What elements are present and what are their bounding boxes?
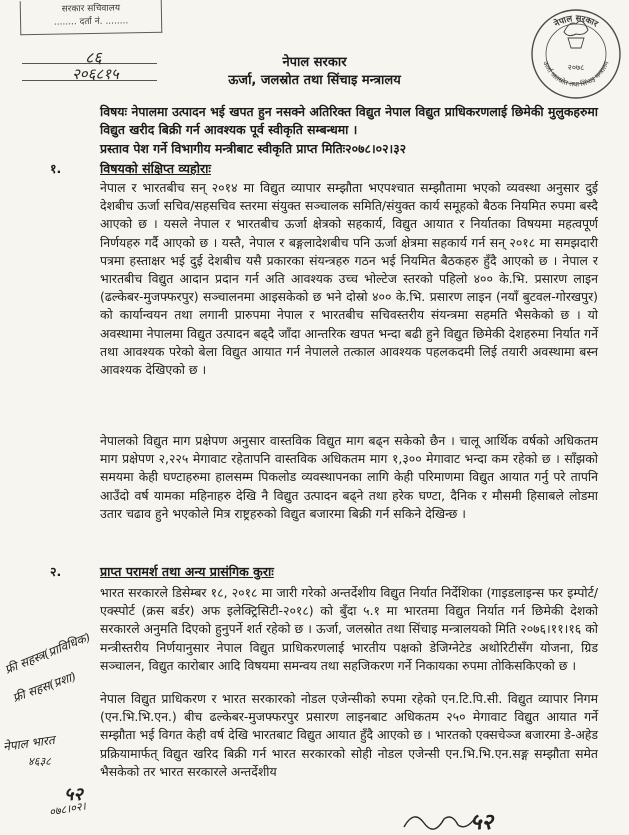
- margin-page-mark-2: ०७८।०२।: [48, 799, 87, 819]
- section2-paragraph2: नेपाल विद्युत प्राधिकरण र भारत सरकारको नोडल एजेन्सीको रुपमा रहेको एन.टि.पि.सी. विद्युत व्यापार निगम (एन.भि.भि.एन.) बीच ढल्केबर-मुजफ्फरपुर प्रसारण लाइनबाट अधिकतम २५० मेगावाट विद्युत आयात गर्ने सम्झौता भई विगत केही वर्ष देखि भारतबाट विद्युत आयात हुँदै आएको छ । भारतको एक्सचेञ्ज बजारमा डे-अहेड प्रक्रियामार्फत् विद्युत खरिद बिक्री गर्न भारत सरकारको सोही नोडल एजेन्सी एन.भि.भि.एन.सङ्ग सम्झौता समेत भैसकेको तर भारत सरकारले अन्तर्देशीय: [100, 691, 598, 779]
- stamp-dispatch-label: ........ दर्ता नं. ........: [53, 16, 129, 28]
- subject-label: विषयः: [100, 104, 127, 119]
- section2-title: प्राप्त परामर्श तथा अन्य प्रासंगिक कुराः: [100, 564, 274, 579]
- margin-page-mark-1: ५२: [64, 784, 83, 805]
- stamp-office-label: सरकार सचिवालय: [61, 3, 121, 15]
- bottom-page-mark: ५२: [470, 809, 493, 835]
- signature-scribble: [400, 805, 480, 833]
- subject-text: नेपालमा उत्पादन भई खपत हुन नसक्ने अतिरिक्त विद्युत नेपाल विद्युत प्राधिकरणलाई छिमेकी मुलुकहरुमा विद्युत खरीद बिक्री गर्न आवश्यक पूर्व स्वीकृति सम्बन्धमा ।: [100, 104, 598, 137]
- margin-note-line3: नेपाल भारत: [2, 732, 56, 754]
- subject-line: [100, 103, 598, 139]
- header-ministry: ऊर्जा, जलस्रोत तथा सिंचाइ मन्त्रालय: [228, 73, 401, 88]
- margin-note-line1: फ्री सहस्त्र(प्राविधिक): [2, 629, 93, 677]
- header-government: नेपाल सरकार: [282, 55, 347, 70]
- stamp-number-2: २०६८१५: [72, 65, 119, 83]
- section1-paragraph2: नेपालको विद्युत माग प्रक्षेपण अनुसार वास्तविक विद्युत माग बढ्न सकेको छैन । चालू आर्थिक वर्षको अधिकतम माग प्रक्षेपण २,२२५ मेगावाट रहेतापनि वास्तविक अधिकतम माग १,३०० मेगावाट भन्दा कम रहेको छ । साँझको समयमा केही घण्टाहरुमा हालसम्म पिकलोड व्यवस्थापनका लागि केही परिमाणमा विद्युत आयात गर्नु परे तापनि आउँदो वर्ष यामका महिनाहरु देखि नै विद्युत उत्पादन बढ्ने तथा हरेक घण्टा, दैनिक र मौसमी हिसाबले लोडमा उतार चढाव हुने भएकोले मित्र राष्ट्रहरुको विद्युत बजारमा बिक्री गर्न सकिने देखिन्छ ।: [100, 433, 598, 521]
- proposal-approval-date: प्रस्ताव पेश गर्ने विभागीय मन्त्रीबाट स्वीकृति प्राप्त मितिः२०७८।०२।३२: [100, 141, 407, 156]
- seal-year: २०७८: [567, 63, 585, 72]
- section1-number: १.: [50, 161, 62, 176]
- section2-paragraph1: भारत सरकारले डिसेम्बर १८, २०१८ मा जारी गरेको अन्तर्देशीय विद्युत निर्यात निर्देशिका (गाइडलाइन्स फर इम्पोर्ट/एक्स्पोर्ट (क्रस बर्डर) अफ इलेक्ट्रिसिटी-२०१८) को बुँदा ५.१ मा भारतमा विद्युत निर्यात गर्न छिमेकी देशको सरकारले अनुमति दिएको हुनुपर्ने शर्त रहेको छ । ऊर्जा, जलस्रोत तथा सिंचाइ मन्त्रालयको मिति २०७६।११।१६ को मन्त्रीस्तरीय निर्णयानुसार नेपाल विद्युत प्राधिकरणलाई भारतीय पक्षको डेजिग्नेटेड अथोरिटीसँग योजना, ग्रिड सञ्चालन, विद्युत कारोबार आदि विषयमा समन्वय तथा सहजिकरण गर्ने निकायका रुपमा तोकिसकिएको छ ।: [100, 585, 598, 673]
- seal-ministry-text: ऊर्जा जलस्रोत तथा सिंचाइ मन्त्रालय: [541, 60, 611, 89]
- registration-stamp: [20, 0, 163, 35]
- seal-top-text: नेपाल सरकार: [552, 13, 600, 30]
- svg-text:नेपाल सरकार: [551, 14, 600, 30]
- section1-title: विषयको संक्षिप्त व्यहोराः: [100, 161, 211, 176]
- margin-note-line4: ४६३८: [28, 755, 51, 768]
- stamp-number-1: ८६: [85, 48, 102, 67]
- ministry-seal: [526, 2, 626, 102]
- section1-paragraph1: नेपाल र भारतबीच सन् २०१४ मा विद्युत व्यापार सम्झौता भएपश्चात सम्झौतामा भएको व्यवस्था अनुसार दुई देशबीच ऊर्जा सचिव/सहसचिव स्तरमा संयुक्त सञ्चालक समिति/संयुक्त कार्य समूहको बैठक नियमित रुपमा बस्दै आएको छ । यसले नेपाल र भारतबीच ऊर्जा क्षेत्रको सहकार्य, विद्युत आयात र निर्यातका विषयमा महत्वपूर्ण निर्णयहरु गर्दै आएको छ । यस्तै, नेपाल र बङ्गलादेशबीच पनि ऊर्जा क्षेत्रमा सहकार्य गर्न सन् २०१८ मा समझदारी पत्रमा हस्ताक्षर भई दुई देशबीच यसै प्रकारका संयन्त्रहरु गठन भई नियमित बैठकहरु हुँदै आएको छ । नेपाल र भारतबीच विद्युत आदान प्रदान गर्न अति आवश्यक उच्च भोल्टेज स्तरको पहिलो ४०० के.भि. प्रसारण लाइन (ढल्केबर-मुजफ्फरपुर) सञ्चालनमा आइसकेको छ भने दोस्रो ४०० के.भि. प्रसारण लाइन (नयाँ बुटवल-गोरखपुर) को कार्यान्वयन तथा लगानी प्रारुपमा नेपाल र भारतबीच सचिवस्तरीय संयन्त्रमा सहमति भैसकेको छ । यो अवस्थामा नेपालमा विद्युत उत्पादन बढ्दै जाँदा आन्तरिक खपत भन्दा बढी हुने विद्युत छिमेकी देशहरुमा निर्यात गर्ने तथा आवश्यक परेको बेला विद्युत आयात गर्न नेपालले तत्काल आवश्यक पहलकदमी लिई तयारी अवस्थामा बस्न आवश्यक देखिएको छ ।: [100, 180, 598, 378]
- margin-note-line2: फ्री सहस(प्रशा): [10, 669, 78, 706]
- section2-number: २.: [50, 564, 62, 579]
